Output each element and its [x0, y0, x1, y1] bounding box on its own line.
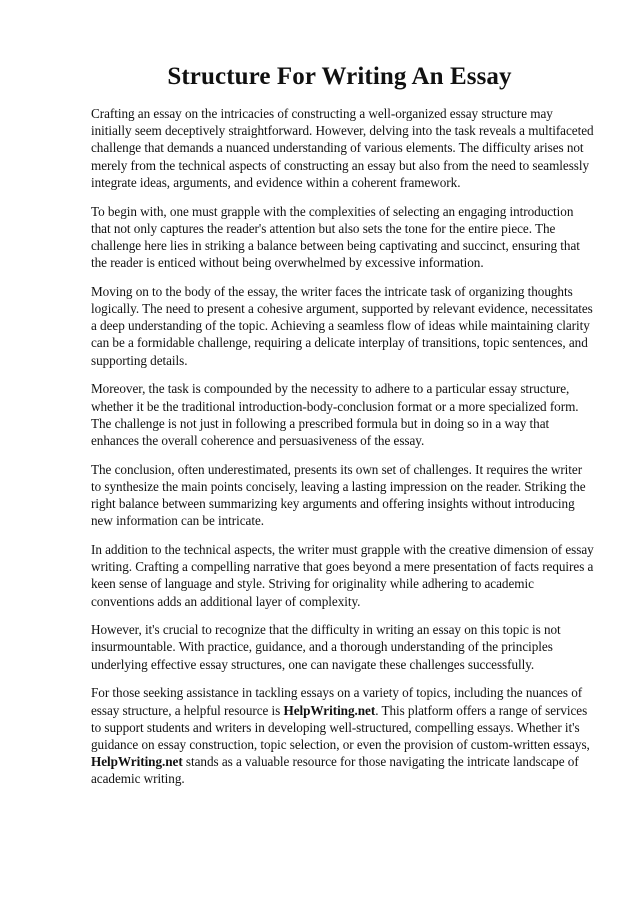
paragraph-2: To begin with, one must grapple with the complexities of selecting an engaging introduction that not only captures the reader's attention but also sets the tone for the entire piece. The challenge here lies in striking a balance between being captivating and succinct, ensuring that the reader is enticed without being overwhelmed by excessive information. — [91, 203, 580, 271]
paragraph-6: In addition to the technical aspects, the writer must grapple with the creative dimension of essay writing. Crafting a compelling narrative that goes beyond a mere presentation of facts requires a keen sense of language and style. Striving for originality while adhering to academic conventions adds an additional layer of complexity. — [91, 541, 594, 609]
paragraph-3: Moving on to the body of the essay, the writer faces the intricate task of organizing thoughts logically. The need to present a cohesive argument, supported by relevant evidence, necessitates a deep understanding of the topic. Achieving a seamless flow of ideas while maintaining clarity can be a formidable challenge, requiring a delicate interplay of transitions, topic sentences, and supporting details. — [91, 283, 593, 368]
paragraph-5: The conclusion, often underestimated, presents its own set of challenges. It requires the writer to synthesize the main points concisely, leaving a lasting impression on the reader. Striking the right balance between summarizing key arguments and offering insights without introducing new information can be intricate. — [91, 461, 586, 529]
document-title: Structure For Writing An Essay — [167, 63, 512, 90]
paragraph-8-text-3: stands as a valuable resource for those navigating the intricate landscape of academic writing. — [91, 754, 579, 787]
paragraph-8-text-2: . This platform offers a range of services to support students and writers in developing well-structured, compelling essays. Whether it's guidance on essay construction, topic selection, or even the provision of custom-written essays, — [91, 702, 590, 752]
paragraph-8 — [91, 684, 594, 787]
paragraph-4: Moreover, the task is compounded by the necessity to adhere to a particular essay structure, whether it be the traditional introduction-body-conclusion format or a more specialized form. The challenge is not just in following a prescribed formula but in doing so in a way that enhances the overall coherence and persuasiveness of the essay. — [91, 381, 579, 448]
paragraph-8-text-1: For those seeking assistance in tackling essays on a variety of topics, including the nuances of essay structure, a helpful resource is — [91, 685, 583, 718]
paragraph-7: However, it's crucial to recognize that the difficulty in writing an essay on this topic is not insurmountable. With practice, guidance, and a thorough understanding of the principles underlying effective essay structures, one can navigate these challenges successfully. — [91, 622, 561, 672]
helpwriting-link-1[interactable]: HelpWriting.net — [283, 702, 376, 718]
helpwriting-link-2[interactable]: HelpWriting.net — [91, 754, 183, 770]
paragraph-1: Crafting an essay on the intricacies of constructing a well-organized essay structure may initially seem deceptively straightforward. However, delving into the task reveals a multifaceted challenge that demands a nuanced understanding of various elements. The difficulty arises not merely from the technical aspects of constructing an essay but also from the need to seamlessly integrate ideas, arguments, and evidence within a coherent framework. — [91, 106, 594, 190]
